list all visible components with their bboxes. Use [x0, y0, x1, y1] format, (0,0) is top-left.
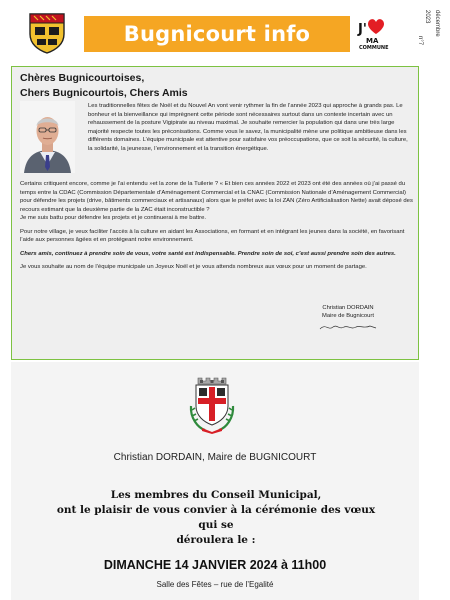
invitation-byline: Christian DORDAIN, Maire de BUGNICOURT: [113, 452, 317, 463]
editorial-paragraph: Je vous souhaite au nom de l’équipe municipale un Joyeux Noël et je vous attends nombreux aux vœux pour un moment de partage.: [20, 264, 367, 270]
greeting: [20, 71, 188, 101]
invitation-headline-line: Les membres du Conseil Municipal,: [110, 489, 322, 501]
greeting-line-2: Chers Bugnicourtois, Chers Amis: [20, 87, 188, 99]
editorial-paragraph: Certains critiquent encore, comme je l’ai entendu »et la zone de la Tuilerie ? « Et bien ces années 2022 et 2023 ont été des années où j’ai passé du temps entre la CDAC (Commission Départementale d’Aménagement Commercial et la CNAC (Commission Nationale d’Aménagement Commercial) pour défendre les projets (drive, bâtiments commerciaux et artisanaux) alors que le préfet avec la loi ZAN (Zéro Artificialisation Nette) avait déposé des recours estimant que la deuxième partie de la ZAC était inconstructible ?: [20, 181, 413, 213]
newsletter-title: Bugnicourt info: [123, 22, 311, 46]
handwritten-signature: [318, 322, 378, 332]
invitation-headline-line: déroulera le :: [176, 534, 256, 546]
bugnicourt-coat-of-arms-emblem: [188, 376, 236, 434]
issue-month: décembre: [434, 10, 440, 37]
editorial-paragraph: Pour notre village, je veux faciliter l’accès à la culture en aidant les Associations, en formant et en intégrant les jeunes dans la société, en favorisant l’aide aux personnes âgées et en protégeant notre environnement.: [20, 228, 405, 243]
new-year-invitation: [11, 362, 419, 600]
issue-number: n°7: [417, 36, 423, 46]
svg-text:MA: MA: [366, 37, 379, 45]
signature-name: Christian DORDAIN: [322, 305, 374, 311]
header: [0, 0, 450, 66]
invitation-date: DIMANCHE 14 JANVIER 2024 à 11h00: [103, 558, 327, 572]
newsletter-title-band: [84, 16, 350, 52]
svg-text:COMMUNE: COMMUNE: [359, 45, 389, 51]
svg-text:J': J': [358, 22, 367, 37]
invitation-headline-line: ont le plaisir de vous convier à la cérémonie des vœux qui se: [56, 504, 376, 531]
issue-info: [404, 10, 444, 56]
invitation-place: Salle des Fêtes – rue de l’Egalité: [156, 580, 274, 589]
mayor-editorial: [11, 66, 419, 360]
invitation-headline: [51, 488, 381, 548]
signature-title: Maire de Bugnicourt: [322, 313, 374, 319]
editorial-paragraph: Chers amis, continuez à prendre soin de vous, votre santé est indispensable. Prendre soin de soi, c’est aussi prendre soin des autres.: [20, 250, 396, 257]
bugnicourt-coat-of-arms-logo: [28, 12, 66, 54]
editorial-paragraph: Je me suis battu pour défendre les projets et je continuerai à me battre.: [20, 215, 206, 221]
signature-block: [288, 304, 408, 332]
editorial-intro: Les traditionnelles fêtes de Noël et du Nouvel An vont venir rythmer la fin de l’année 2023 qui approche à grands pas. Le bonheur et la bienveillance qui imprègnent cette période sont nécessaires surtout dans un contexte incertain avec un rehaussement de la posture Vigipirate au niveau maximal. Je souhaite remercier la population qui dans une très large majorité respecte toutes les préconisations. Comme vous le savez, la municipalité mène une politique ambitieuse dans les différents domaines. L’équipe municipale est attentive pour satisfaire vos préoccupations, que ce soit la sécurité, la culture, la solidarité, la jeunesse, l’environnement et la transition énergétique.: [88, 103, 408, 152]
greeting-line-1: Chères Bugnicourtoises,: [20, 72, 145, 84]
issue-year: 2023: [424, 10, 430, 24]
jaime-ma-commune-logo: [355, 16, 395, 52]
mayor-portrait-photo: [20, 101, 75, 173]
editorial-body: [20, 180, 414, 277]
